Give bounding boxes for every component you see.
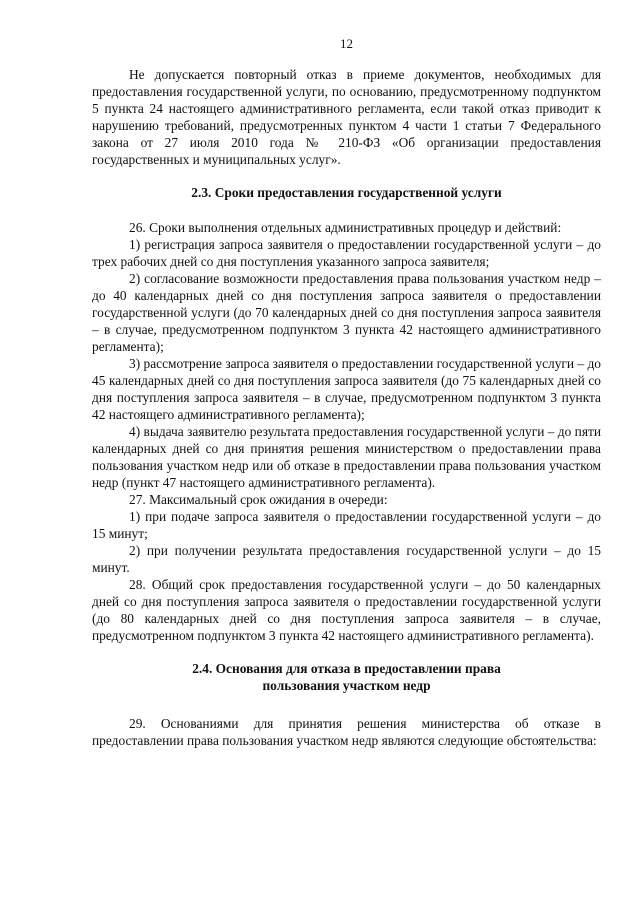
page-number: 12 [340,36,353,51]
section-heading-2-4 [92,660,601,694]
section-heading-2-4-line1: 2.4. Основания для отказа в предоставлении права [192,661,501,676]
paragraph-29: 29. Основаниями для принятия решения министерства об отказе в предоставлении права пользования участком недр являются следующие обстоятельства: [92,716,601,748]
document-page [92,36,601,749]
section-heading-2-3: 2.3. Сроки предоставления государственной услуги [191,185,502,200]
section-heading-2-4-line2: пользования участком недр [262,678,431,693]
paragraph-26-1: 1) регистрация запроса заявителя о предоставлении государственной услуги – до трех рабочих дней со дня поступления указанного запроса заявителя; [92,237,601,269]
paragraph-27-2: 2) при получении результата предоставления государственной услуги – до 15 минут. [92,543,601,575]
paragraph-26-3: 3) рассмотрение запроса заявителя о предоставлении государственной услуги – до 45 календарных дней со дня поступления запроса заявителя (до 75 календарных дней со дня поступления запроса заявителя – в случае, предусмотренном подпунктом 3 пункта 42 настоящего административного регламента); [92,356,601,422]
paragraph-28: 28. Общий срок предоставления государственной услуги – до 50 календарных дней со дня поступления запроса заявителя о предоставлении государственной услуги (до 80 календарных дней со дня поступления запроса заявителя – в случае, предусмотренном подпунктом 3 пункта 42 настоящего административного регламента). [92,577,601,643]
paragraph-26: 26. Сроки выполнения отдельных административных процедур и действий: [129,220,562,235]
paragraph-27: 27. Максимальный срок ожидания в очереди: [129,492,388,507]
paragraph-27-1: 1) при подаче запроса заявителя о предоставлении государственной услуги – до 15 минут; [92,509,601,541]
paragraph-repeat-refusal: Не допускается повторный отказ в приеме документов, необходимых для предоставления государственной услуги, по основанию, предусмотренному подпунктом 5 пункта 24 настоящего административного регламента, если такой отказ приводит к нарушению требований, предусмотренных пунктом 4 части 1 статьи 7 Федерального закона от 27 июля 2010 года № 210-ФЗ «Об организации предоставления государственных и муниципальных услуг». [92,67,601,167]
paragraph-26-2: 2) согласование возможности предоставления права пользования участком недр – до 40 календарных дней со дня поступления запроса заявителя о предоставлении государственной услуги (до 70 календарных дней со дня поступления запроса заявителя – в случае, предусмотренном подпунктом 3 пункта 42 настоящего административного регламента); [92,271,601,354]
paragraph-26-4: 4) выдача заявителю результата предоставления государственной услуги – до пяти календарных дней со дня принятия решения министерством о предоставлении права пользования участком недр или об отказе в предоставлении права пользования участком недр (пункт 47 настоящего административного регламента). [92,424,601,490]
